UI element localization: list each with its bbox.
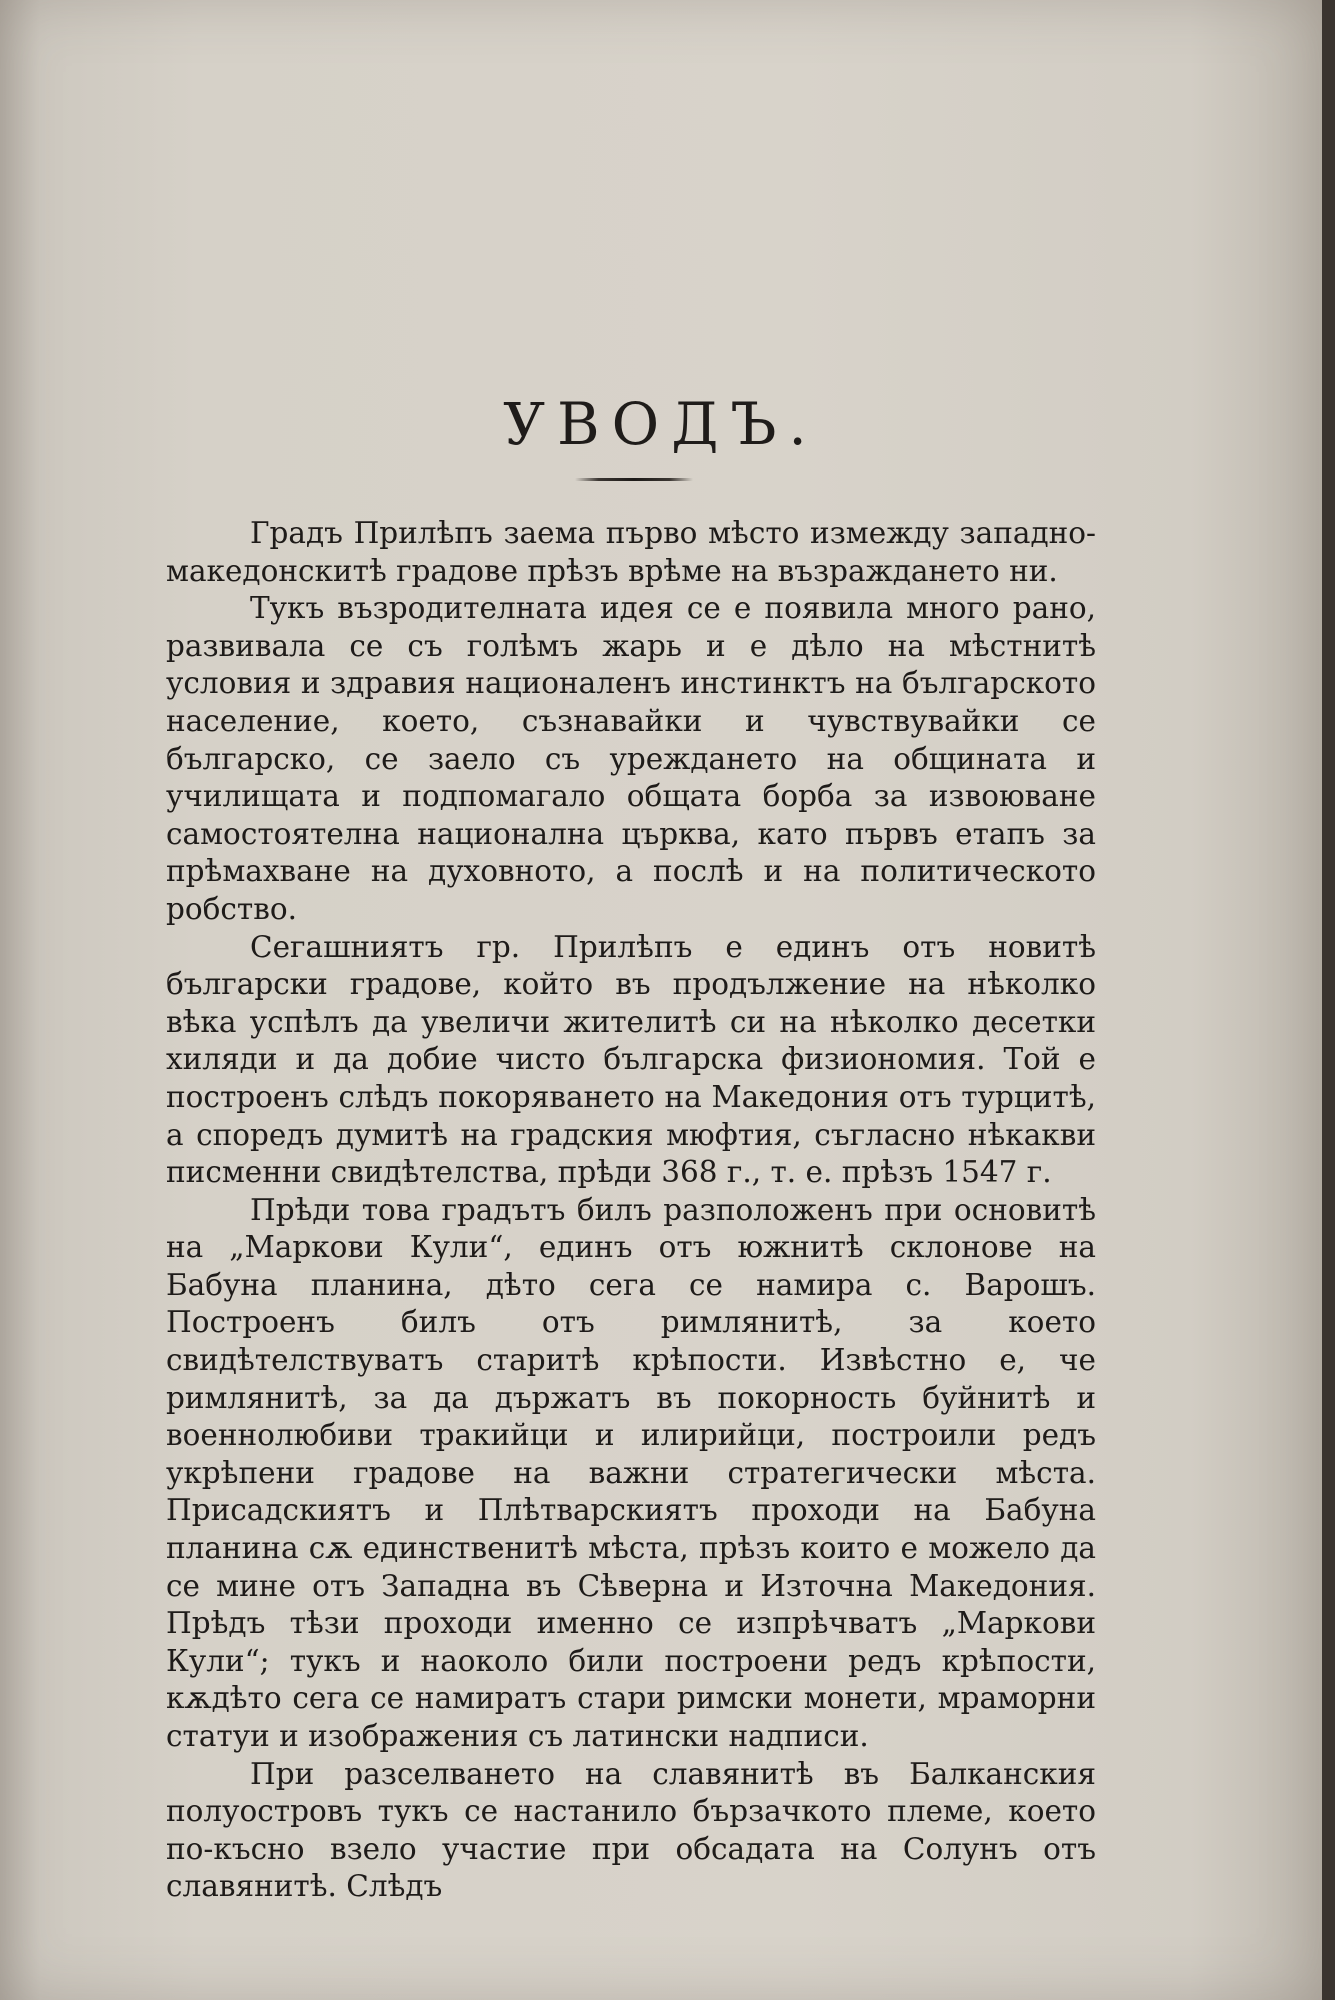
paragraph: Градъ Прилѣпъ заема първо мѣсто измежду западно-македонскитѣ градове прѣзъ врѣме на възраждането ни. xyxy=(166,516,1096,588)
paragraph: Тукъ възродителната идея се е появила много рано, развивала се съ голѣмъ жарь и е дѣло на мѣстнитѣ условия и здравия националенъ инстинктъ на българското население, което, съзнавайки и чувствувайки се българско, се заело съ уреждането на общината и училищата и подпомагало общата борба за извоюване самостоятелна национална църква, като първъ етапъ за прѣмахване на духовното, а послѣ и на политическото робство. xyxy=(166,591,1096,926)
paragraph: Прѣди това градътъ билъ разположенъ при основитѣ на „Маркови Кули“, единъ отъ южнитѣ склонове на Бабуна планина, дѣто сега се намира с. Варошъ. Построенъ билъ отъ римлянитѣ, за което свидѣтелствуватъ старитѣ крѣпости. Извѣстно е, че римлянитѣ, за да държатъ въ покорность буйнитѣ и военнолюбиви тракийци и илирийци, построили редъ укрѣпени градове на важни стратегически мѣста. Присадскиятъ и Плѣтварскиятъ проходи на Бабуна планина сѫ единственитѣ мѣста, прѣзъ които е можело да се мине отъ Западна въ Сѣверна и Източна Македония. Прѣдъ тѣзи проходи именно се изпрѣчватъ „Маркови Кули“; тукъ и наоколо били построени редъ крѣпости, кѫдѣто сега се намиратъ стари римски монети, мраморни статуи и изображения съ латински надписи. xyxy=(166,1192,1096,1753)
book-spine-edge xyxy=(1322,0,1335,2000)
chapter-title: УВОДЪ. xyxy=(503,390,819,458)
paragraph: При разселването на славянитѣ въ Балканския полуостровъ тукъ се настанило бързачкото племе, което по-късно взело участие при обсадата на Солунъ отъ славянитѣ. Слѣдъ xyxy=(166,1756,1096,1904)
body-text xyxy=(166,515,1096,1906)
title-divider xyxy=(575,478,693,481)
paragraph: Сегашниятъ гр. Прилѣпъ е единъ отъ новитѣ български градове, който въ продължение на нѣколко вѣка успѣлъ да увеличи жителитѣ си на нѣколко десетки хиляди и да добие чисто българска физиономия. Той е построенъ слѣдъ покоряването на Македония отъ турцитѣ, а споредъ думитѣ на градския мюфтия, съгласно нѣкакви писменни свидѣтелства, прѣди 368 г., т. е. прѣзъ 1547 г. xyxy=(166,929,1096,1190)
